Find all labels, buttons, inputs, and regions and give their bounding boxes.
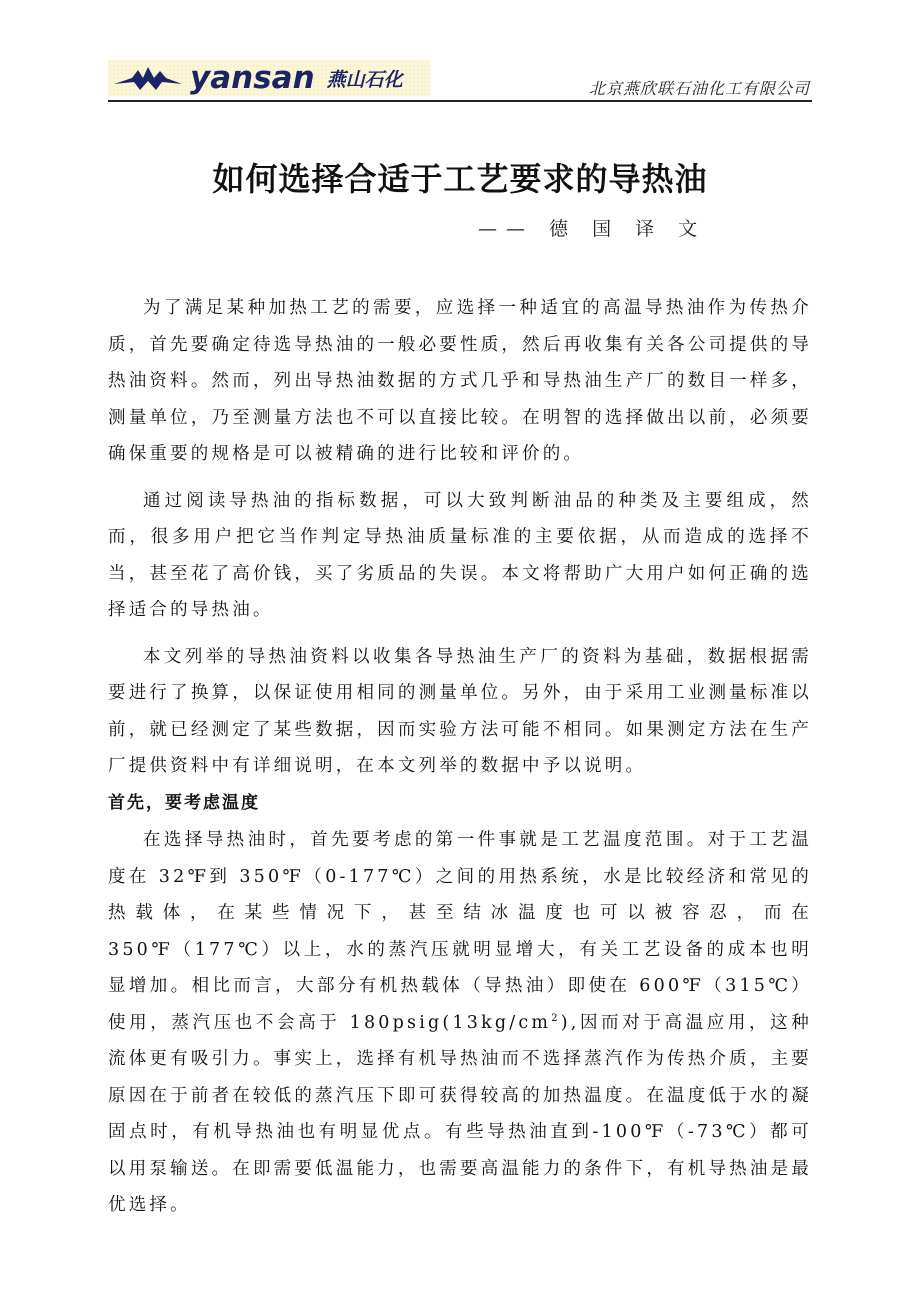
- company-logo: [108, 60, 430, 96]
- paragraph: [108, 822, 812, 1224]
- logo-wordmark: yansan: [190, 59, 315, 96]
- logo-chinese-name: 燕山石化: [326, 68, 403, 91]
- paragraph: 通过阅读导热油的指标数据，可以大致判断油品的种类及主要组成，然而，很多用户把它当作判定导热油质量标准的主要依据，从而造成的选择不当，甚至花了高价钱，买了劣质品的失误。本文将帮助广大用户如何正确的选择适合的导热油。: [108, 490, 812, 620]
- temperature-section: [108, 822, 812, 1234]
- bird-mountain-logo-icon: [112, 64, 184, 92]
- paragraph: 本文列举的导热油资料以收集各导热油生产厂的资料为基础，数据根据需要进行了换算，以保证使用相同的测量单位。另外，由于采用工业测量标准以前，就已经测定了某些数据，因而实验方法可能不相同。如果测定方法在生产厂提供资料中有详细说明，在本文列举的数据中予以说明。: [108, 646, 812, 776]
- paragraph-text: ),因而对于高温应用，这种流体更有吸引力。事实上，选择有机导热油而不选择蒸汽作为传热介质，主要原因在于前者在较低的蒸汽压下即可获得较高的加热温度。在温度低于水的凝固点时，有机导热油也有明显优点。有些导热油直到-100℉（-73℃）都可以用泵输送。在即需要低温能力，也需要高温能力的条件下，有机导热油是最优选择。: [108, 1012, 812, 1215]
- superscript: 2: [551, 1012, 561, 1024]
- document-title: 如何选择合适于工艺要求的导热油: [212, 160, 708, 198]
- document-subtitle: —— 德 国 译 文: [478, 218, 707, 240]
- paragraph: 为了满足某种加热工艺的需要，应选择一种适宜的高温导热油作为传热介质，首先要确定待选导热油的一般必要性质，然后再收集有关各公司提供的导热油资料。然而，列出导热油数据的方式几乎和导热油生产厂的数目一样多，测量单位，乃至测量方法也不可以直接比较。在明智的选择做出以前，必须要确保重要的规格是可以被精确的进行比较和评价的。: [108, 298, 812, 464]
- page-header: [108, 58, 812, 102]
- paragraph-text: 在选择导热油时，首先要考虑的第一件事就是工艺温度范围。对于工艺温度在 32℉到 350℉（0-177℃）之间的用热系统，水是比较经济和常见的热载体，在某些情况下，甚至结冰温度也可以被容忍，而在 350℉（177℃）以上，水的蒸汽压就明显增大，有关工艺设备的成本也明显增加。相比而言，大部分有机热载体（导热油）即使在 600℉（315℃）使用，蒸汽压也不会高于 180psig(13kg/cm: [108, 830, 812, 1033]
- section-heading: 首先，要考虑温度: [108, 793, 260, 813]
- company-name: 北京燕欣联石油化工有限公司: [588, 79, 810, 98]
- intro-section: [108, 290, 812, 795]
- header-divider: [108, 100, 812, 102]
